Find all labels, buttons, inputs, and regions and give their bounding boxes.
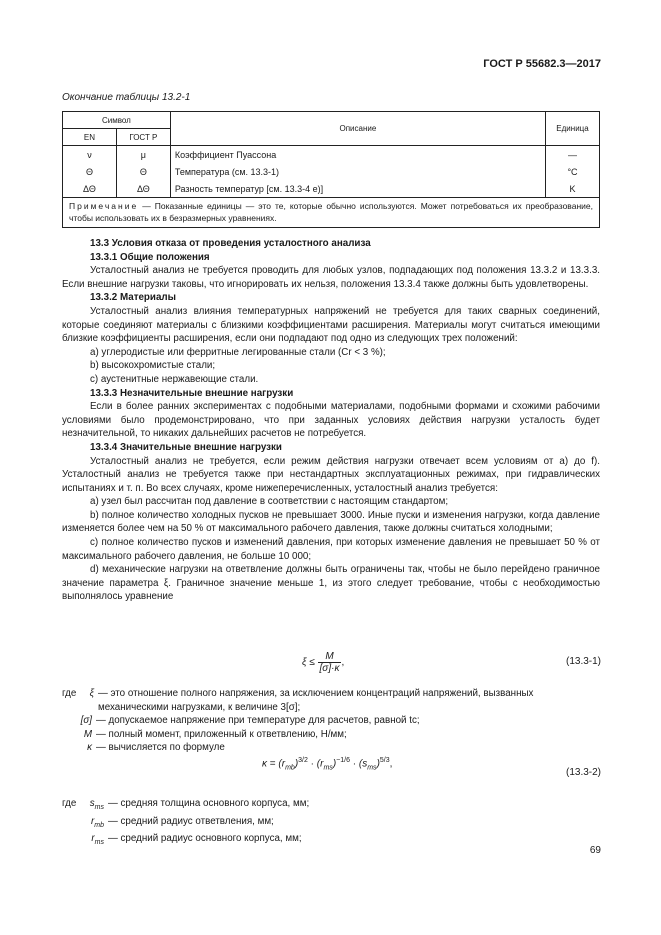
legend-2 bbox=[62, 797, 602, 850]
page-number: 69 bbox=[589, 845, 601, 856]
legend-desc: — допускаемое напряжение при температуре для расчетов, равной tc; bbox=[96, 715, 420, 727]
table-caption: Окончание таблицы 13.2-1 bbox=[62, 92, 191, 103]
legend-where: где bbox=[62, 688, 77, 699]
table-row bbox=[63, 180, 600, 198]
heading-13-3-3: 13.3.3 Незначительные внешние нагрузки bbox=[90, 387, 294, 399]
list-item: b) высокохромистые стали; bbox=[90, 360, 216, 372]
legend-symbol bbox=[62, 815, 104, 833]
cell-en: ΔΘ bbox=[63, 180, 117, 198]
legend-1 bbox=[62, 687, 602, 755]
cell-gost: Θ bbox=[116, 163, 170, 180]
paragraph: Если в более ранних экспериментах с подобными материалами, подобными формами и схожими рабочими условиями было продемонстрировано, что при заданных условиях действия нагрузки усталость будет незначительной, то никаких дальнейших расчетов не потребуется. bbox=[62, 401, 600, 440]
paragraph: Усталостный анализ влияния температурных напряжений не требуется для таких сварных соединений, которые соединяют материалы с близкими коэффициентами расширения. Материалы могут считаться имеющими близкие коэффициенты расширения, если они подпадают под одно из следующих трех положений: bbox=[62, 305, 600, 345]
cell-unit: — bbox=[546, 146, 600, 164]
symbol-sub: ms bbox=[94, 839, 104, 847]
cell-unit: K bbox=[546, 180, 600, 198]
heading-13-3: 13.3 Условия отказа от проведения усталостного анализа bbox=[90, 238, 371, 249]
symbol-base: r bbox=[91, 833, 95, 845]
header-symbol: Символ bbox=[63, 112, 171, 129]
formula-fraction bbox=[318, 651, 345, 674]
legend-desc: — вычисляется по формуле bbox=[96, 742, 225, 754]
legend-symbol bbox=[80, 797, 104, 815]
header-unit: Единица bbox=[546, 112, 600, 146]
legend-symbol: ξ bbox=[89, 688, 94, 699]
formula-13-3-1 bbox=[302, 651, 344, 674]
legend-row bbox=[62, 797, 602, 815]
legend-row bbox=[62, 728, 602, 742]
formula-number: (13.3-1) bbox=[565, 656, 601, 667]
symbol-sub: mb bbox=[94, 821, 104, 829]
s-ms-sub: ms bbox=[367, 764, 377, 772]
cell-desc: Коэффициент Пуассона bbox=[170, 146, 545, 164]
legend-symbol: M bbox=[83, 728, 92, 740]
den-kappa: κ bbox=[334, 663, 340, 674]
paragraph: Усталостный анализ не требуется, если режим действия нагрузки отвечает всем условиям от а) до f). Усталостный анализ не требуется также при нестандартных эксплуатационных режимах, при гидравлических испытаниях и т. п. Во всех случаях, кроме нижеперечисленных, усталостный анализ требуется: bbox=[62, 455, 600, 494]
cell-en: ν bbox=[63, 146, 117, 164]
r-mb-sub: mb bbox=[285, 764, 295, 772]
formula-tail: , bbox=[341, 657, 345, 669]
cell-unit: °C bbox=[546, 163, 600, 180]
exponent-1: 3/2 bbox=[298, 757, 308, 764]
exponent-2: −1/6 bbox=[336, 757, 350, 764]
symbols-table bbox=[62, 111, 600, 228]
header-en: EN bbox=[63, 129, 117, 146]
header-gost: ГОСТ Р bbox=[116, 129, 170, 146]
fraction-denominator: [σ]·κ bbox=[319, 663, 340, 674]
cell-desc: Разность температур [см. 13.3-4 е)] bbox=[170, 180, 545, 198]
list-item: d) механические нагрузки на ответвление должны быть ограничены так, чтобы не было перейдено граничное значение параметра ξ. Граничное значение меньше 1, из этого следует требование, чтобы с необходимостью выполнялось уравнение bbox=[62, 564, 600, 603]
standard-designation: ГОСТ Р 55682.3—2017 bbox=[483, 58, 601, 70]
header-description: Описание bbox=[170, 112, 545, 146]
heading-13-3-4: 13.3.4 Значительные внешние нагрузки bbox=[90, 441, 282, 453]
table-row bbox=[63, 163, 600, 180]
legend-symbol: κ bbox=[87, 742, 92, 754]
body-text bbox=[62, 237, 600, 604]
s-ms: s bbox=[362, 758, 368, 770]
legend-desc: — полный момент, приложенный к ответвлению, Н/мм; bbox=[96, 728, 347, 740]
legend-row bbox=[62, 687, 602, 714]
legend-desc: — средний радиус ответвления, мм; bbox=[108, 815, 274, 827]
note-text: — Показанные единицы — это те, которые обычно используются. Может потребоваться их преобразование, чтобы использовать их в безразмерных уравнениях. bbox=[69, 201, 593, 223]
formula-number: (13.3-2) bbox=[565, 767, 601, 778]
legend-row bbox=[62, 714, 602, 728]
list-item: b) полное количество холодных пусков не превышает 3000. Иные пуски и изменения нагрузки, когда давление изменяется более чем на 50 % от максимального рабочего давления, также должны считаться холодными; bbox=[62, 509, 600, 535]
heading-13-3-1: 13.3.1 Общие положения bbox=[90, 251, 210, 263]
legend-row bbox=[62, 741, 602, 755]
table-note-row bbox=[63, 198, 600, 228]
exponent-3: 5/3 bbox=[379, 757, 390, 764]
note-label: Примечание bbox=[69, 201, 139, 211]
cell-gost: μ bbox=[116, 146, 170, 164]
formula-relation: ≤ bbox=[309, 657, 315, 669]
symbol-sub: ms bbox=[94, 803, 104, 811]
r-ms: r bbox=[320, 758, 324, 770]
legend-symbol bbox=[62, 832, 104, 850]
legend-where: где bbox=[62, 798, 77, 809]
list-item: c) полное количество пусков и изменений давления, при которых изменение давления не превышает 50 % от максимального рабочего давления, не больше 10 000; bbox=[62, 537, 600, 562]
legend-row bbox=[62, 815, 602, 833]
formula-13-3-2: $\kappa = (r_{mb})^{3/2} \cdot (r_{ms})^{-1/6} \cdot (s_{ms})^{5/3}$, bbox=[262, 757, 393, 772]
den-sigma: [σ] bbox=[319, 663, 332, 674]
formula-tail: , bbox=[389, 758, 393, 770]
r-ms-sub: ms bbox=[323, 764, 333, 772]
cell-desc: Температура (см. 13.3-1) bbox=[170, 163, 545, 180]
heading-13-3-2: 13.3.2 Материалы bbox=[90, 292, 176, 304]
dot: · bbox=[310, 758, 315, 770]
dot: · bbox=[352, 758, 357, 770]
formula-lhs: ξ bbox=[302, 657, 307, 669]
r-mb: r bbox=[281, 758, 286, 770]
list-item: а) узел был рассчитан под давление в соответствии с настоящим стандартом; bbox=[90, 496, 449, 508]
paragraph: Усталостный анализ не требуется проводить для любых узлов, подпадающих под положения 13.3.2 и 13.3.3. Если внешние нагрузки таковы, что игнорировать их нельзя, положения 13.3.4 также должны быть удовлетворены. bbox=[62, 265, 600, 290]
table-row bbox=[63, 146, 600, 164]
symbol-base: s bbox=[89, 798, 95, 809]
cell-gost: ΔΘ bbox=[116, 180, 170, 198]
cell-en: Θ bbox=[63, 163, 117, 180]
legend-desc: — средний радиус основного корпуса, мм; bbox=[108, 833, 302, 845]
table-note bbox=[63, 198, 600, 228]
legend-desc: — средняя толщина основного корпуса, мм; bbox=[108, 798, 310, 809]
list-item: c) аустенитные нержавеющие стали. bbox=[90, 373, 259, 385]
list-item: a) углеродистые или ферритные легированные стали (Cr < 3 %); bbox=[90, 346, 386, 358]
fraction-numerator: M bbox=[318, 651, 342, 663]
legend-desc: — это отношение полного напряжения, за исключением концентраций напряжений, вызванных механическими нагрузками, к величине 3[σ]; bbox=[98, 688, 534, 713]
legend-row bbox=[62, 832, 602, 850]
formula-relation: = bbox=[269, 758, 276, 770]
symbol-base: r bbox=[91, 815, 95, 827]
formula-lhs: κ bbox=[262, 758, 267, 770]
legend-symbol: [σ] bbox=[80, 715, 92, 727]
